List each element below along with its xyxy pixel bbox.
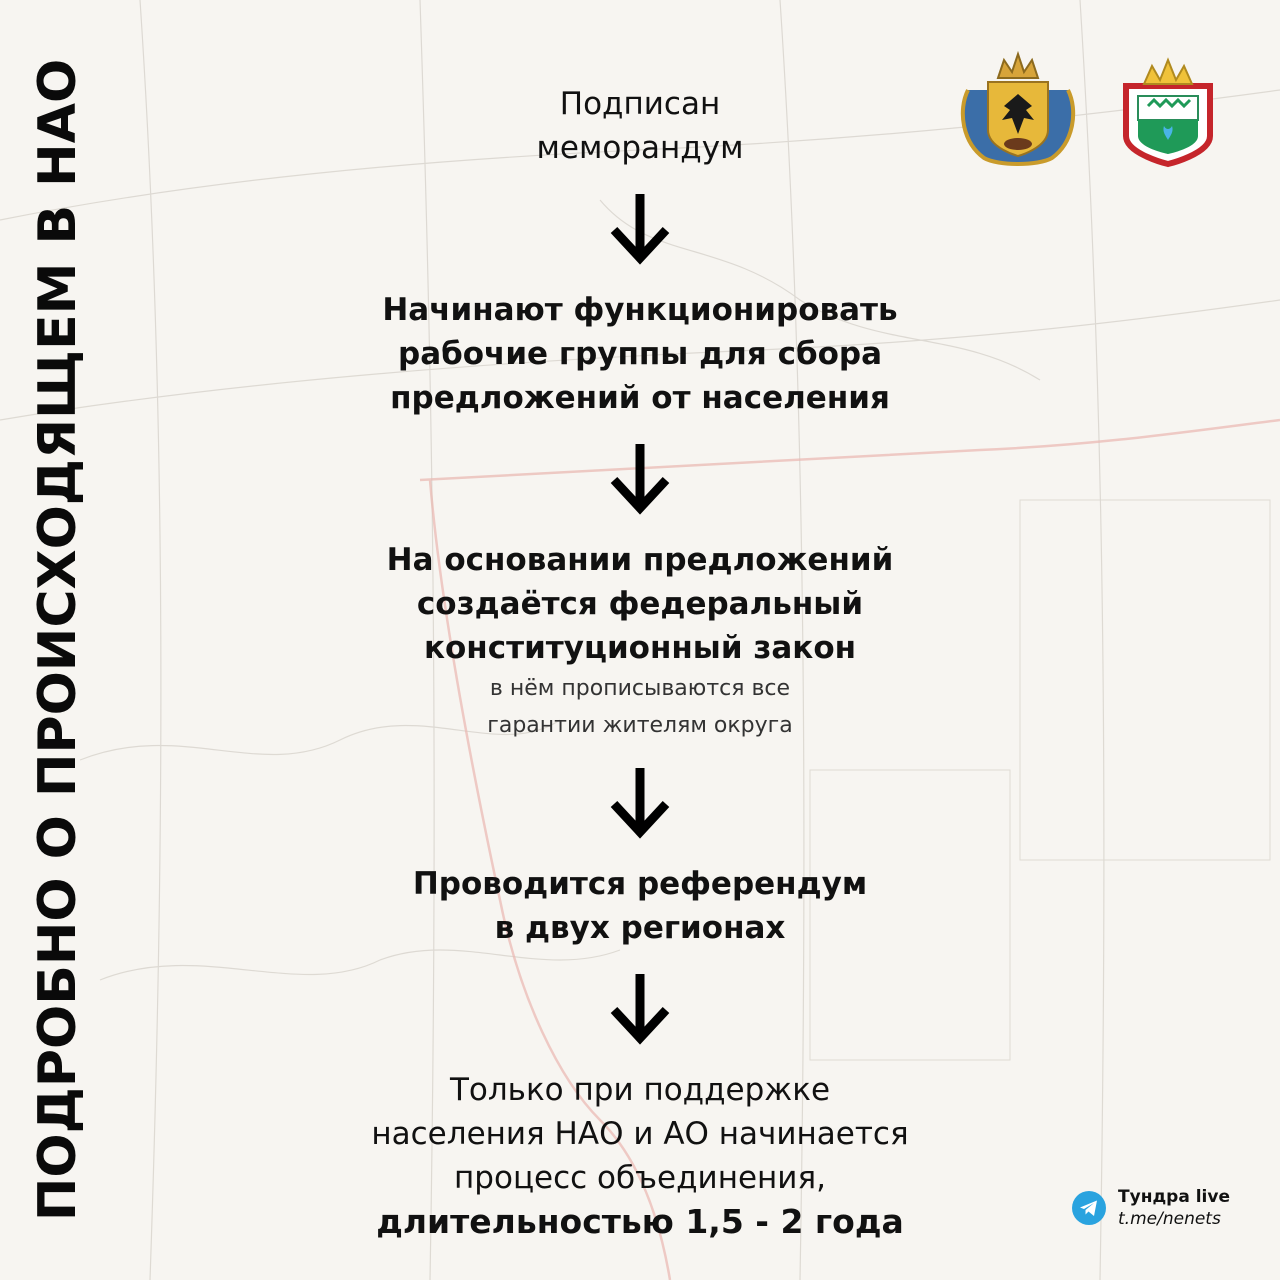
step-3-note-line-1: в нём прописываются все bbox=[489, 676, 791, 701]
channel-name: Тундра live bbox=[1118, 1187, 1230, 1207]
step-5-duration: длительностью 1,5 - 2 года bbox=[376, 1202, 904, 1241]
step-4 bbox=[290, 862, 990, 950]
step-5 bbox=[290, 1068, 990, 1244]
step-5-line-1: Только при поддержке bbox=[449, 1072, 831, 1108]
step-2 bbox=[290, 288, 990, 420]
step-3-line-1: На основании предложений bbox=[386, 542, 894, 578]
step-4-line-1: Проводится референдум bbox=[412, 866, 868, 902]
step-1-line-1: Подписан bbox=[559, 86, 721, 122]
down-arrow-icon bbox=[608, 764, 672, 840]
step-3-line-3: конституционный закон bbox=[423, 630, 857, 666]
telegram-icon bbox=[1072, 1191, 1106, 1225]
step-4-line-2: в двух регионах bbox=[494, 910, 786, 946]
step-5-line-2: населения НАО и АО начинается bbox=[371, 1116, 909, 1152]
process-flow bbox=[290, 82, 990, 1244]
down-arrow-icon bbox=[608, 190, 672, 266]
step-3-note-line-2: гарантии жителям округа bbox=[487, 713, 793, 738]
down-arrow-icon bbox=[608, 440, 672, 516]
logos bbox=[954, 50, 1232, 168]
nao-coat-of-arms-icon bbox=[1104, 50, 1232, 168]
channel-footer[interactable] bbox=[1072, 1186, 1230, 1230]
step-3-line-2: создаётся федеральный bbox=[416, 586, 864, 622]
step-2-line-2: рабочие группы для сбора bbox=[398, 336, 882, 372]
footer-text bbox=[1118, 1186, 1230, 1230]
step-2-line-3: предложений от населения bbox=[390, 380, 890, 416]
step-3 bbox=[290, 538, 990, 670]
step-1-line-2: меморандум bbox=[536, 130, 744, 166]
step-3-note bbox=[290, 670, 990, 744]
step-2-line-1: Начинают функционировать bbox=[382, 292, 898, 328]
step-5-line-3: процесс объединения, bbox=[454, 1160, 826, 1196]
down-arrow-icon bbox=[608, 970, 672, 1046]
side-title: ПОДРОБНО О ПРОИСХОДЯЩЕМ В НАО bbox=[28, 58, 88, 1222]
step-1 bbox=[290, 82, 990, 170]
channel-link[interactable]: t.me/nenets bbox=[1118, 1209, 1221, 1229]
